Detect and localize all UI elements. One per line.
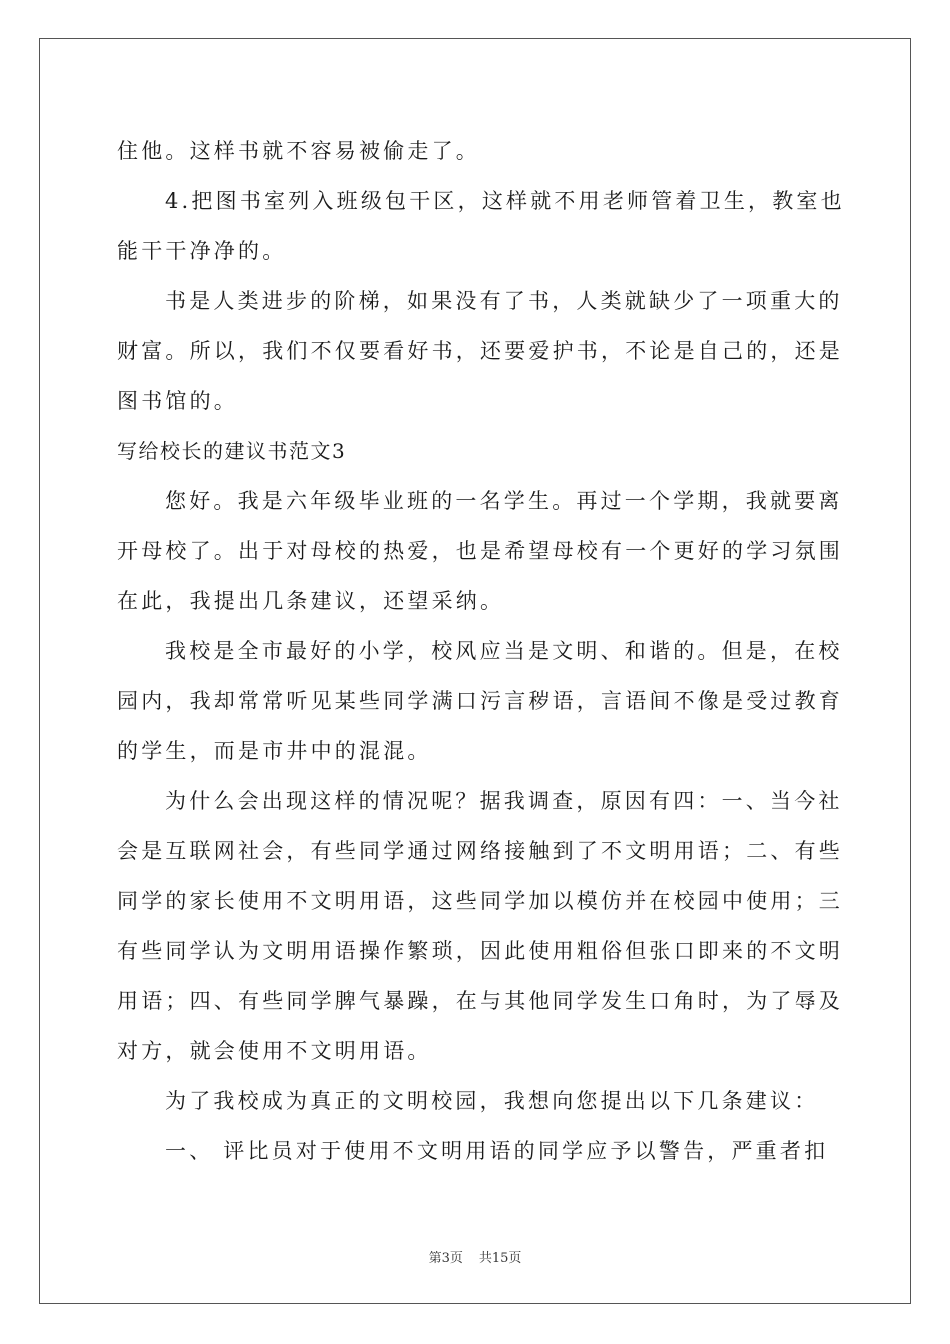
text-line: 一、 评比员对于使用不文明用语的同学应予以警告，严重者扣 xyxy=(165,1139,829,1163)
text-line: 在此，我提出几条建议，还望采纳。 xyxy=(117,589,505,613)
page-total: 共15页 xyxy=(478,1251,522,1266)
text-line: 我校是全市最好的小学，校风应当是文明、和谐的。但是，在校 xyxy=(165,639,843,663)
text-line: 住他。这样书就不容易被偷走了。 xyxy=(117,139,480,163)
section-heading: 写给校长的建议书范文3 xyxy=(117,439,347,463)
text-line: 为什么会出现这样的情况呢？据我调查，原因有四：一、当今社 xyxy=(165,789,843,813)
text-line: 会是互联网社会，有些同学通过网络接触到了不文明用语；二、有些 xyxy=(117,839,843,863)
text-line: 同学的家长使用不文明用语，这些同学加以模仿并在校园中使用；三 xyxy=(117,889,843,913)
text-line: 书是人类进步的阶梯，如果没有了书，人类就缺少了一项重大的 xyxy=(165,289,843,313)
text-line: 用语；四、有些同学脾气暴躁，在与其他同学发生口角时，为了辱及 xyxy=(117,989,843,1013)
text-line: 对方，就会使用不文明用语。 xyxy=(117,1039,432,1063)
text-line: 4.把图书室列入班级包干区，这样就不用老师管着卫生，教室也 xyxy=(165,189,845,213)
text-line: 能干干净净的。 xyxy=(117,239,287,263)
text-line: 开母校了。出于对母校的热爱，也是希望母校有一个更好的学习氛围 xyxy=(117,539,843,563)
document-body xyxy=(117,126,845,1176)
text-line: 您好。我是六年级毕业班的一名学生。再过一个学期，我就要离 xyxy=(165,489,843,513)
text-line: 财富。所以，我们不仅要看好书，还要爱护书，不论是自己的，还是 xyxy=(117,339,843,363)
page-footer xyxy=(0,1247,950,1266)
text-line: 图书馆的。 xyxy=(117,389,238,413)
text-line: 为了我校成为真正的文明校园，我想向您提出以下几条建议： xyxy=(165,1089,819,1113)
text-line: 园内，我却常常听见某些同学满口污言秽语，言语间不像是受过教育 xyxy=(117,689,843,713)
text-line: 有些同学认为文明用语操作繁琐，因此使用粗俗但张口即来的不文明 xyxy=(117,939,843,963)
page-number: 第3页 xyxy=(428,1251,463,1266)
text-line: 的学生，而是市井中的混混。 xyxy=(117,739,432,763)
